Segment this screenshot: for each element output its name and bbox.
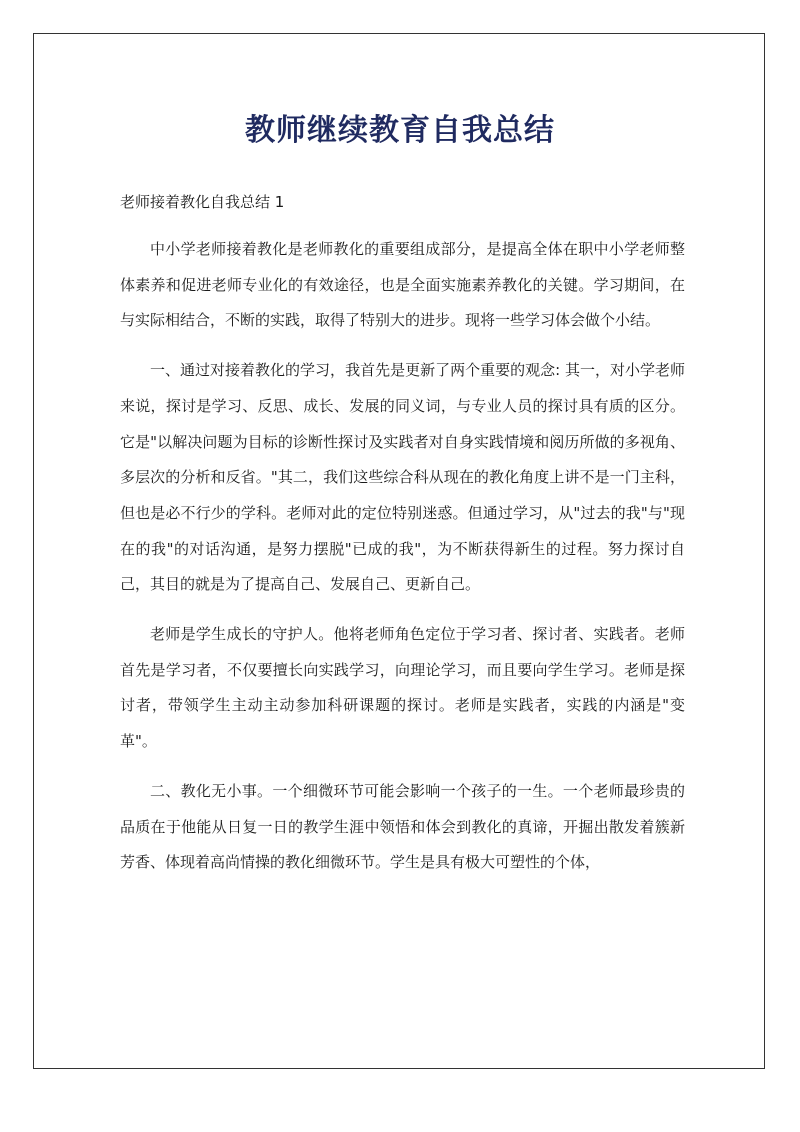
- section-heading: 老师接着教化自我总结 1: [120, 193, 285, 211]
- paragraph-point-two: 二、教化无小事。一个细微环节可能会影响一个孩子的一生。一个老师最珍贵的品质在于他能从日复一日的教学生涯中领悟和体会到教化的真谛，开掘出散发着簇新芳香、体现着高尚情操的教化细微环节。学生是具有极大可塑性的个体，: [120, 781, 685, 872]
- document-body: [120, 186, 685, 881]
- paragraph-point-one: 一、通过对接着教化的学习，我首先是更新了两个重要的观念: 其一，对小学老师来说，探讨是学习、反思、成长、发展的同义词，与专业人员的探讨具有质的区分。它是"以解决问题为目标的诊断性探讨及实践者对自身实践情境和阅历所做的多视角、多层次的分析和反省。"其二，我们这些综合科从现在的教化角度上讲不是一门主科，但也是必不行少的学科。老师对此的定位特别迷惑。但通过学习，从"过去的我"与"现在的我"的对话沟通，是努力摆脱"已成的我"，为不断获得新生的过程。努力探讨自己，其目的就是为了提高自己、发展自己、更新自己。: [120, 361, 685, 594]
- document-title: 教师继续教育自我总结: [245, 113, 555, 148]
- paragraph-teacher-role: 老师是学生成长的守护人。他将老师角色定位于学习者、探讨者、实践者。老师首先是学习者，不仅要擅长向实践学习，向理论学习，而且要向学生学习。老师是探讨者，带领学生主动主动参加科研课题的探讨。老师是实践者，实践的内涵是"变革"。: [120, 625, 685, 751]
- paragraph-intro: 中小学老师接着教化是老师教化的重要组成部分，是提高全体在职中小学老师整体素养和促进老师专业化的有效途径，也是全面实施素养教化的关键。学习期间，在与实际相结合，不断的实践，取得了特别大的进步。现将一些学习体会做个小结。: [120, 240, 685, 330]
